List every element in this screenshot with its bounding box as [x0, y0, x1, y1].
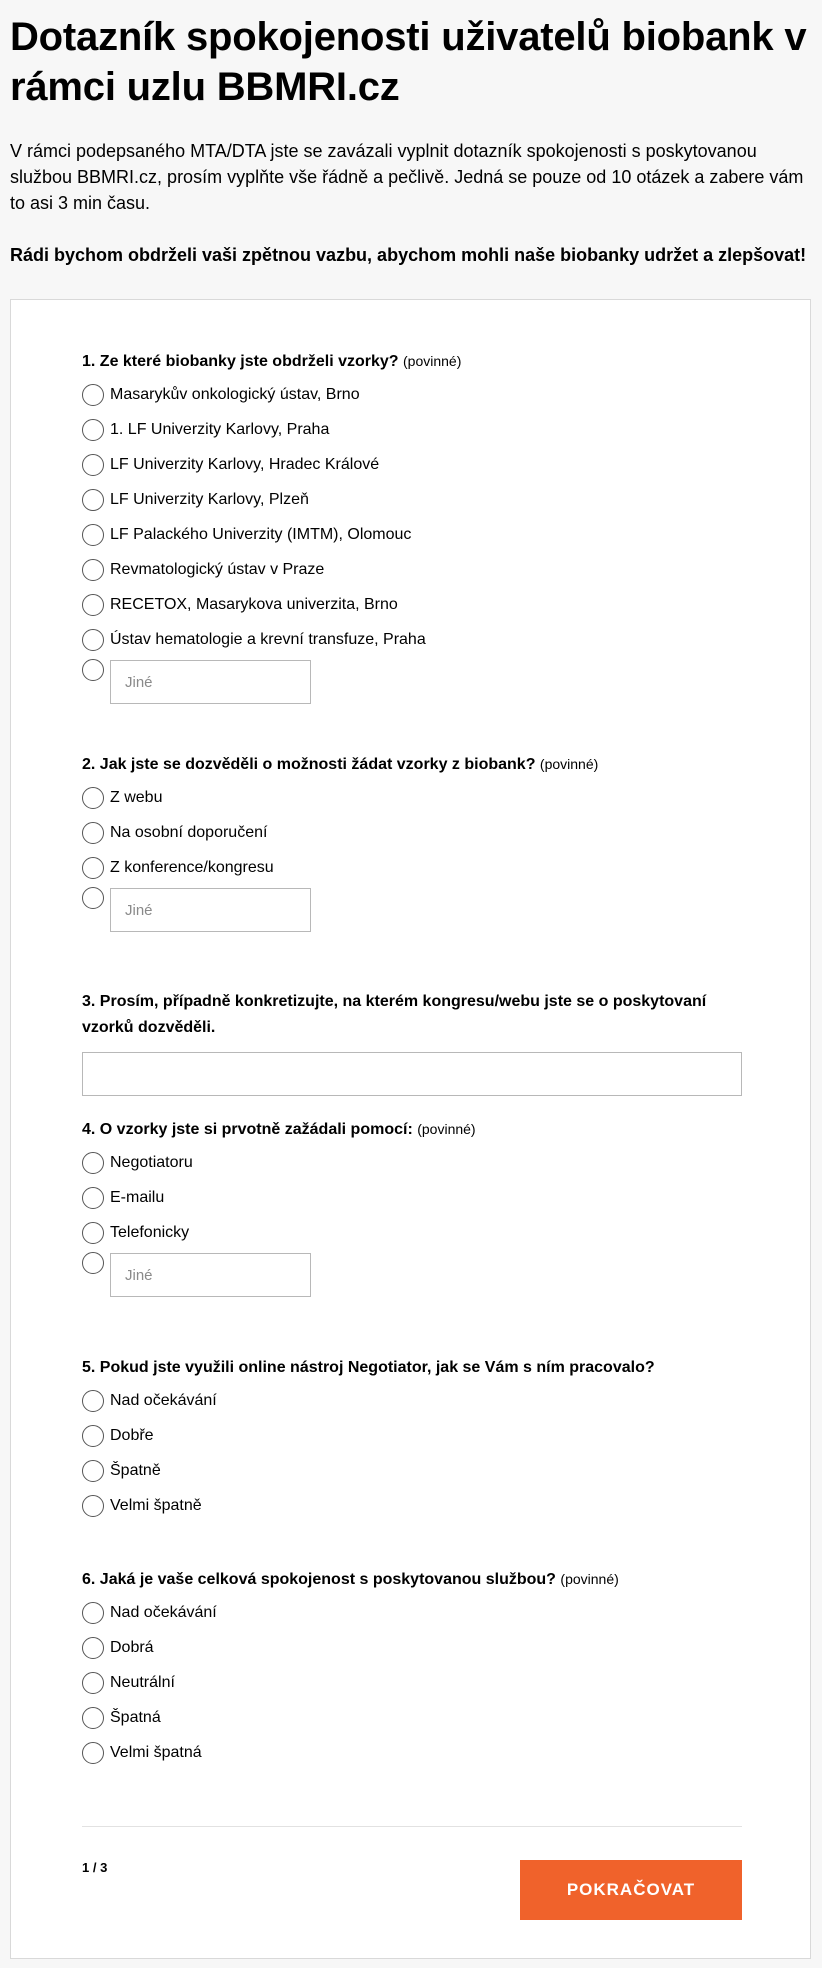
radio-button[interactable] [82, 1637, 104, 1659]
required-marker: (povinné) [403, 353, 462, 369]
radio-option[interactable] [82, 1453, 742, 1488]
radio-button[interactable] [82, 594, 104, 616]
radio-button[interactable] [82, 1152, 104, 1174]
radio-button[interactable] [82, 1495, 104, 1517]
other-option [82, 657, 742, 710]
survey-form [10, 299, 811, 1959]
option-label: E-mailu [110, 1188, 165, 1206]
radio-button[interactable] [82, 419, 104, 441]
radio-button[interactable] [82, 1742, 104, 1764]
page-indicator: 1 / 3 [82, 1860, 108, 1875]
radio-option[interactable] [82, 815, 742, 850]
radio-option[interactable] [82, 412, 742, 447]
option-label: Negotiatoru [110, 1153, 193, 1171]
footer-divider [82, 1826, 742, 1827]
option-label: Ústav hematologie a krevní transfuze, Praha [110, 630, 426, 648]
radio-button[interactable] [82, 524, 104, 546]
radio-button[interactable] [82, 1672, 104, 1694]
intro-text: V rámci podepsaného MTA/DTA jste se zavázali vyplnit dotazník spokojenosti s poskytovanou službou BBMRI.cz, prosím vyplňte vše řádně a pečlivě. Jedná se pouze od 10 otázek a zabere vám to asi 3 min času. [10, 141, 804, 213]
question-2 [82, 751, 742, 938]
option-label: Na osobní doporučení [110, 823, 268, 841]
radio-button[interactable] [82, 1460, 104, 1482]
other-text-input[interactable] [110, 660, 311, 704]
question-label: 6. Jaká je vaše celková spokojenost s poskytovanou službou? [82, 1571, 556, 1588]
option-label: Špatně [110, 1461, 161, 1479]
continue-button[interactable]: POKRAČOVAT [520, 1860, 742, 1920]
other-text-input[interactable] [110, 1253, 311, 1297]
option-label: Telefonicky [110, 1223, 190, 1241]
radio-button[interactable] [82, 629, 104, 651]
other-text-input[interactable] [110, 888, 311, 932]
option-label: Špatná [110, 1708, 161, 1726]
option-label: Dobře [110, 1426, 154, 1444]
radio-button[interactable] [82, 1222, 104, 1244]
radio-option[interactable] [82, 1735, 742, 1770]
page-title: Dotazník spokojenosti uživatelů biobank v rámci uzlu BBMRI.cz [10, 15, 807, 109]
question-6 [82, 1566, 742, 1770]
option-label: Velmi špatně [110, 1496, 202, 1514]
radio-button[interactable] [82, 1390, 104, 1412]
page-header [0, 0, 822, 268]
question-label: 3. Prosím, případně konkretizujte, na kterém kongresu/webu jste se o poskytovaní vzorků dozvěděli. [82, 993, 707, 1036]
option-label: Z konference/kongresu [110, 858, 274, 876]
required-marker: (povinné) [560, 1571, 619, 1587]
other-option [82, 1250, 742, 1303]
radio-option[interactable] [82, 850, 742, 885]
required-marker: (povinné) [417, 1121, 476, 1137]
radio-option[interactable] [82, 1595, 742, 1630]
radio-option[interactable] [82, 1145, 742, 1180]
option-label: LF Palackého Univerzity (IMTM), Olomouc [110, 525, 412, 543]
radio-option[interactable] [82, 1488, 742, 1523]
option-label: RECETOX, Masarykova univerzita, Brno [110, 595, 398, 613]
question-label: 2. Jak jste se dozvěděli o možnosti žádat vzorky z biobank? [82, 756, 536, 773]
option-label: Masarykův onkologický ústav, Brno [110, 385, 360, 403]
radio-option[interactable] [82, 1215, 742, 1250]
question-3 [82, 989, 742, 1096]
radio-button[interactable] [82, 822, 104, 844]
radio-option[interactable] [82, 482, 742, 517]
intro-bold-text: Rádi bychom obdrželi vaši zpětnou vazbu, abychom mohli naše biobanky udržet a zlepšovat! [10, 245, 807, 265]
radio-button[interactable] [82, 1187, 104, 1209]
radio-button[interactable] [82, 857, 104, 879]
radio-button[interactable] [82, 787, 104, 809]
radio-button[interactable] [82, 384, 104, 406]
radio-button[interactable] [82, 887, 104, 909]
radio-button[interactable] [82, 659, 104, 681]
other-option [82, 885, 742, 938]
option-label: Neutrální [110, 1673, 175, 1691]
question-1 [82, 348, 742, 710]
question-5 [82, 1355, 742, 1523]
option-label: Velmi špatná [110, 1743, 202, 1761]
radio-button[interactable] [82, 1252, 104, 1274]
radio-option[interactable] [82, 517, 742, 552]
radio-button[interactable] [82, 1707, 104, 1729]
radio-option[interactable] [82, 1700, 742, 1735]
radio-option[interactable] [82, 1665, 742, 1700]
radio-button[interactable] [82, 489, 104, 511]
required-marker: (povinné) [539, 756, 599, 772]
radio-option[interactable] [82, 1418, 742, 1453]
radio-option[interactable] [82, 587, 742, 622]
option-label: Z webu [110, 788, 163, 806]
radio-option[interactable] [82, 377, 742, 412]
option-label: LF Univerzity Karlovy, Plzeň [110, 490, 309, 508]
option-label: Dobrá [110, 1638, 154, 1656]
congress-web-input[interactable] [82, 1052, 742, 1096]
question-4 [82, 1116, 742, 1303]
radio-option[interactable] [82, 1383, 742, 1418]
radio-option[interactable] [82, 552, 742, 587]
question-label: 4. O vzorky jste si prvotně zažádali pomocí: [82, 1121, 413, 1138]
radio-option[interactable] [82, 447, 742, 482]
radio-option[interactable] [82, 780, 742, 815]
option-label: 1. LF Univerzity Karlovy, Praha [110, 420, 330, 438]
radio-option[interactable] [82, 1180, 742, 1215]
radio-button[interactable] [82, 1425, 104, 1447]
radio-option[interactable] [82, 622, 742, 657]
question-label: 1. Ze které biobanky jste obdrželi vzorky? [82, 353, 399, 370]
radio-button[interactable] [82, 454, 104, 476]
option-label: Nad očekávání [110, 1391, 217, 1409]
option-label: Nad očekávání [110, 1603, 217, 1621]
option-label: Revmatologický ústav v Praze [110, 560, 325, 578]
radio-button[interactable] [82, 1602, 104, 1624]
radio-option[interactable] [82, 1630, 742, 1665]
radio-button[interactable] [82, 559, 104, 581]
option-label: LF Univerzity Karlovy, Hradec Králové [110, 455, 380, 473]
question-label: 5. Pokud jste využili online nástroj Negotiator, jak se Vám s ním pracovalo? [82, 1359, 655, 1376]
